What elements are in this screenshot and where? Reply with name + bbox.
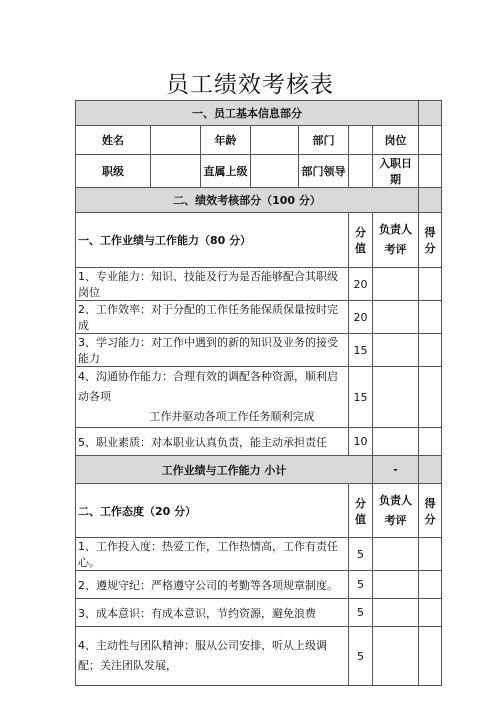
item-grade[interactable] [419, 599, 442, 627]
value-department[interactable] [349, 126, 373, 155]
item-text: 2、工作效率：对于分配的工作任务能保质保量按时完成 [76, 301, 349, 334]
group1-col-grade: 得分 [419, 213, 442, 268]
page-title: 员工绩效考核表 [166, 72, 334, 98]
group1-subtotal-value: - [373, 456, 419, 484]
item-owner-eval[interactable] [373, 571, 419, 599]
item-grade[interactable] [419, 268, 442, 301]
basic-info-row-1 [76, 126, 442, 155]
label-age: 年龄 [201, 126, 251, 155]
group2-col-score: 分值 [349, 484, 373, 538]
item-score: 20 [349, 268, 373, 301]
section1-header [76, 101, 419, 126]
item-owner-eval[interactable] [373, 268, 419, 301]
value-age[interactable] [251, 126, 299, 155]
item-score: 15 [349, 367, 373, 428]
item-text: 3、学习能力：对工作中遇到的新的知识及业务的接受能力 [76, 334, 349, 367]
item-owner-eval[interactable] [373, 627, 419, 686]
value-direct-supervisor[interactable] [251, 155, 299, 188]
item-text: 3、成本意识：有成本意识，节约资源，避免浪费 [76, 599, 349, 627]
label-name: 姓名 [76, 126, 151, 155]
item-score: 10 [349, 428, 373, 456]
group1-subtotal-row [76, 456, 442, 484]
label-hire-date: 入职日期 [373, 155, 419, 188]
label-department-leader: 部门领导 [299, 155, 349, 188]
table-row [76, 367, 442, 428]
table-row [76, 301, 442, 334]
section2-header-row [76, 188, 442, 213]
group1-col-score: 分值 [349, 213, 373, 268]
table-row [76, 334, 442, 367]
group2-title: 二、工作态度（20 分） [76, 484, 349, 538]
table-row [76, 571, 442, 599]
group1-subtotal-label: 工作业绩与工作能力 小计 [76, 456, 373, 484]
section2-header-spacer [419, 188, 442, 213]
item-score: 15 [349, 334, 373, 367]
group2-col-owner: 负责人考评 [373, 484, 419, 538]
item-text: 1、工作投入度：热爱工作，工作热情高，工作有责任心。 [76, 538, 349, 571]
basic-info-row-2 [76, 155, 442, 188]
section1-header-text: 一、员工基本信息部分 [192, 107, 303, 120]
item-grade[interactable] [419, 334, 442, 367]
table-row [76, 428, 442, 456]
item-grade[interactable] [419, 627, 442, 686]
table-row [76, 599, 442, 627]
item-text: 2、遵规守纪：严格遵守公司的考勤等各项规章制度。 [76, 571, 349, 599]
appraisal-form-table [75, 100, 442, 686]
item-owner-eval[interactable] [373, 599, 419, 627]
item-owner-eval[interactable] [373, 367, 419, 428]
item-owner-eval[interactable] [373, 334, 419, 367]
item-owner-eval[interactable] [373, 538, 419, 571]
item-text: 4、主动性与团队精神：服从公司安排、听从上级调配；关注团队发展， [76, 627, 349, 686]
item-grade[interactable] [419, 538, 442, 571]
label-position: 岗位 [373, 126, 419, 155]
item-text-line2: 工作并驱动各项工作任务顺利完成 [149, 410, 315, 423]
item-owner-eval[interactable] [373, 428, 419, 456]
label-rank: 职级 [76, 155, 151, 188]
value-hire-date[interactable] [419, 155, 442, 188]
group2-col-grade: 得分 [419, 484, 442, 538]
group1-col-owner: 负责人考评 [373, 213, 419, 268]
group1-header-row [76, 213, 442, 268]
label-direct-supervisor: 直属上级 [201, 155, 251, 188]
group1-title: 一、工作业绩与工作能力（80 分） [76, 213, 349, 268]
item-owner-eval[interactable] [373, 301, 419, 334]
section2-header: 二、绩效考核部分（100 分） [76, 188, 419, 213]
item-grade[interactable] [419, 571, 442, 599]
group1-subtotal-spacer [419, 456, 442, 484]
value-position[interactable] [419, 126, 442, 155]
item-score: 5 [349, 627, 373, 686]
item-text-line1: 4、沟通协作能力：合理有效的调配各种资源，顺利启动各项 [78, 370, 338, 403]
item-grade[interactable] [419, 428, 442, 456]
section1-header-spacer [419, 101, 442, 126]
table-row [76, 268, 442, 301]
section1-header-row [76, 101, 442, 126]
label-department: 部门 [299, 126, 349, 155]
table-row [76, 627, 442, 686]
item-score: 5 [349, 599, 373, 627]
item-score: 20 [349, 301, 373, 334]
item-score: 5 [349, 538, 373, 571]
item-text [76, 367, 349, 428]
value-name[interactable] [151, 126, 201, 155]
item-score: 5 [349, 571, 373, 599]
table-row [76, 538, 442, 571]
item-grade[interactable] [419, 367, 442, 428]
value-rank[interactable] [151, 155, 201, 188]
item-text: 1、专业能力：知识、技能及行为是否能够配合其职级岗位 [76, 268, 349, 301]
value-department-leader[interactable] [349, 155, 373, 188]
group2-header-row [76, 484, 442, 538]
item-text: 5、职业素质：对本职业认真负责，能主动承担责任 [76, 428, 349, 456]
item-grade[interactable] [419, 301, 442, 334]
